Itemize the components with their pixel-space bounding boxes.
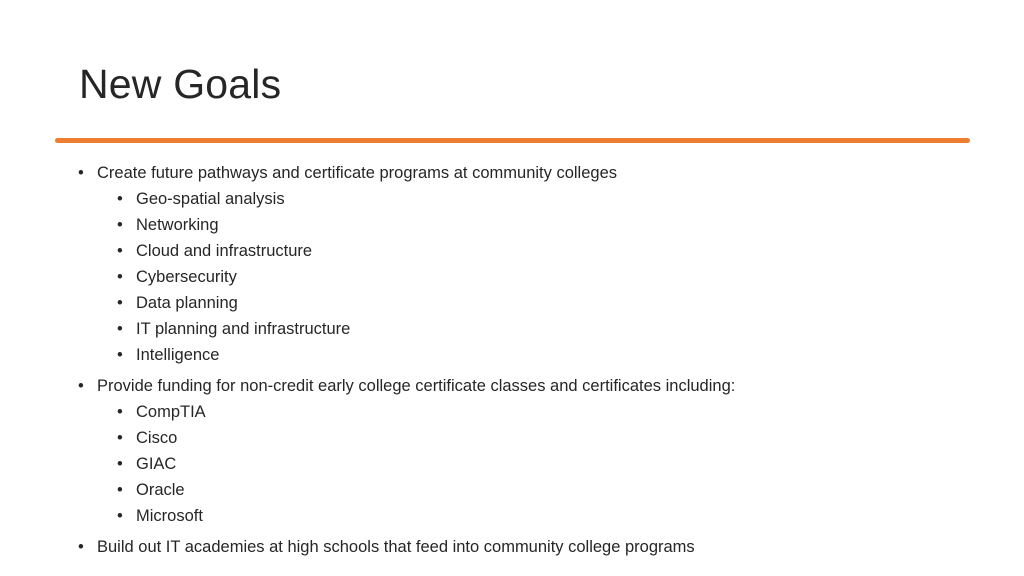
slide-title: New Goals	[79, 61, 282, 107]
bullet-icon: •	[117, 403, 123, 421]
bullet-icon: •	[117, 242, 123, 260]
bullet-icon: •	[117, 268, 123, 286]
sub-bullet-list	[97, 399, 978, 529]
list-item-text: Provide funding for non-credit early college certificate classes and certificates including:	[97, 377, 736, 395]
sub-list-item-text: Geo-spatial analysis	[136, 190, 285, 208]
slide-content	[78, 160, 978, 565]
sub-list-item-text: Intelligence	[136, 346, 220, 364]
sub-list-item	[117, 451, 978, 477]
sub-list-item	[117, 186, 978, 212]
sub-list-item	[117, 399, 978, 425]
list-item-text: Create future pathways and certificate programs at community colleges	[97, 164, 617, 182]
sub-list-item	[117, 425, 978, 451]
bullet-icon: •	[117, 294, 123, 312]
list-item-academies	[78, 534, 978, 560]
list-item-pathways	[78, 160, 978, 368]
bullet-icon: •	[78, 538, 84, 556]
sub-list-item	[117, 238, 978, 264]
bullet-icon: •	[117, 320, 123, 338]
sub-list-item-text: Cloud and infrastructure	[136, 242, 313, 260]
sub-list-item-text: Oracle	[136, 481, 185, 499]
sub-list-item	[117, 212, 978, 238]
sub-list-item-text: Microsoft	[136, 507, 203, 525]
bullet-list	[78, 160, 978, 560]
bullet-icon: •	[117, 507, 123, 525]
bullet-icon: •	[117, 346, 123, 364]
sub-list-item-text: IT planning and infrastructure	[136, 320, 351, 338]
title-underline-rule	[55, 138, 970, 143]
sub-list-item	[117, 477, 978, 503]
sub-list-item-text: GIAC	[136, 455, 177, 473]
sub-bullet-list	[97, 186, 978, 368]
list-item-text: Build out IT academies at high schools that feed into community college programs	[97, 538, 695, 556]
bullet-icon: •	[117, 481, 123, 499]
bullet-icon: •	[78, 164, 84, 182]
sub-list-item-text: Cybersecurity	[136, 268, 237, 286]
bullet-icon: •	[117, 190, 123, 208]
sub-list-item	[117, 342, 978, 368]
bullet-icon: •	[117, 429, 123, 447]
bullet-icon: •	[78, 377, 84, 395]
sub-list-item-text: Cisco	[136, 429, 178, 447]
sub-list-item-text: Networking	[136, 216, 219, 234]
list-item-funding	[78, 373, 978, 529]
sub-list-item	[117, 503, 978, 529]
sub-list-item	[117, 316, 978, 342]
sub-list-item-text: CompTIA	[136, 403, 206, 421]
sub-list-item	[117, 290, 978, 316]
bullet-icon: •	[117, 455, 123, 473]
bullet-icon: •	[117, 216, 123, 234]
sub-list-item	[117, 264, 978, 290]
sub-list-item-text: Data planning	[136, 294, 238, 312]
